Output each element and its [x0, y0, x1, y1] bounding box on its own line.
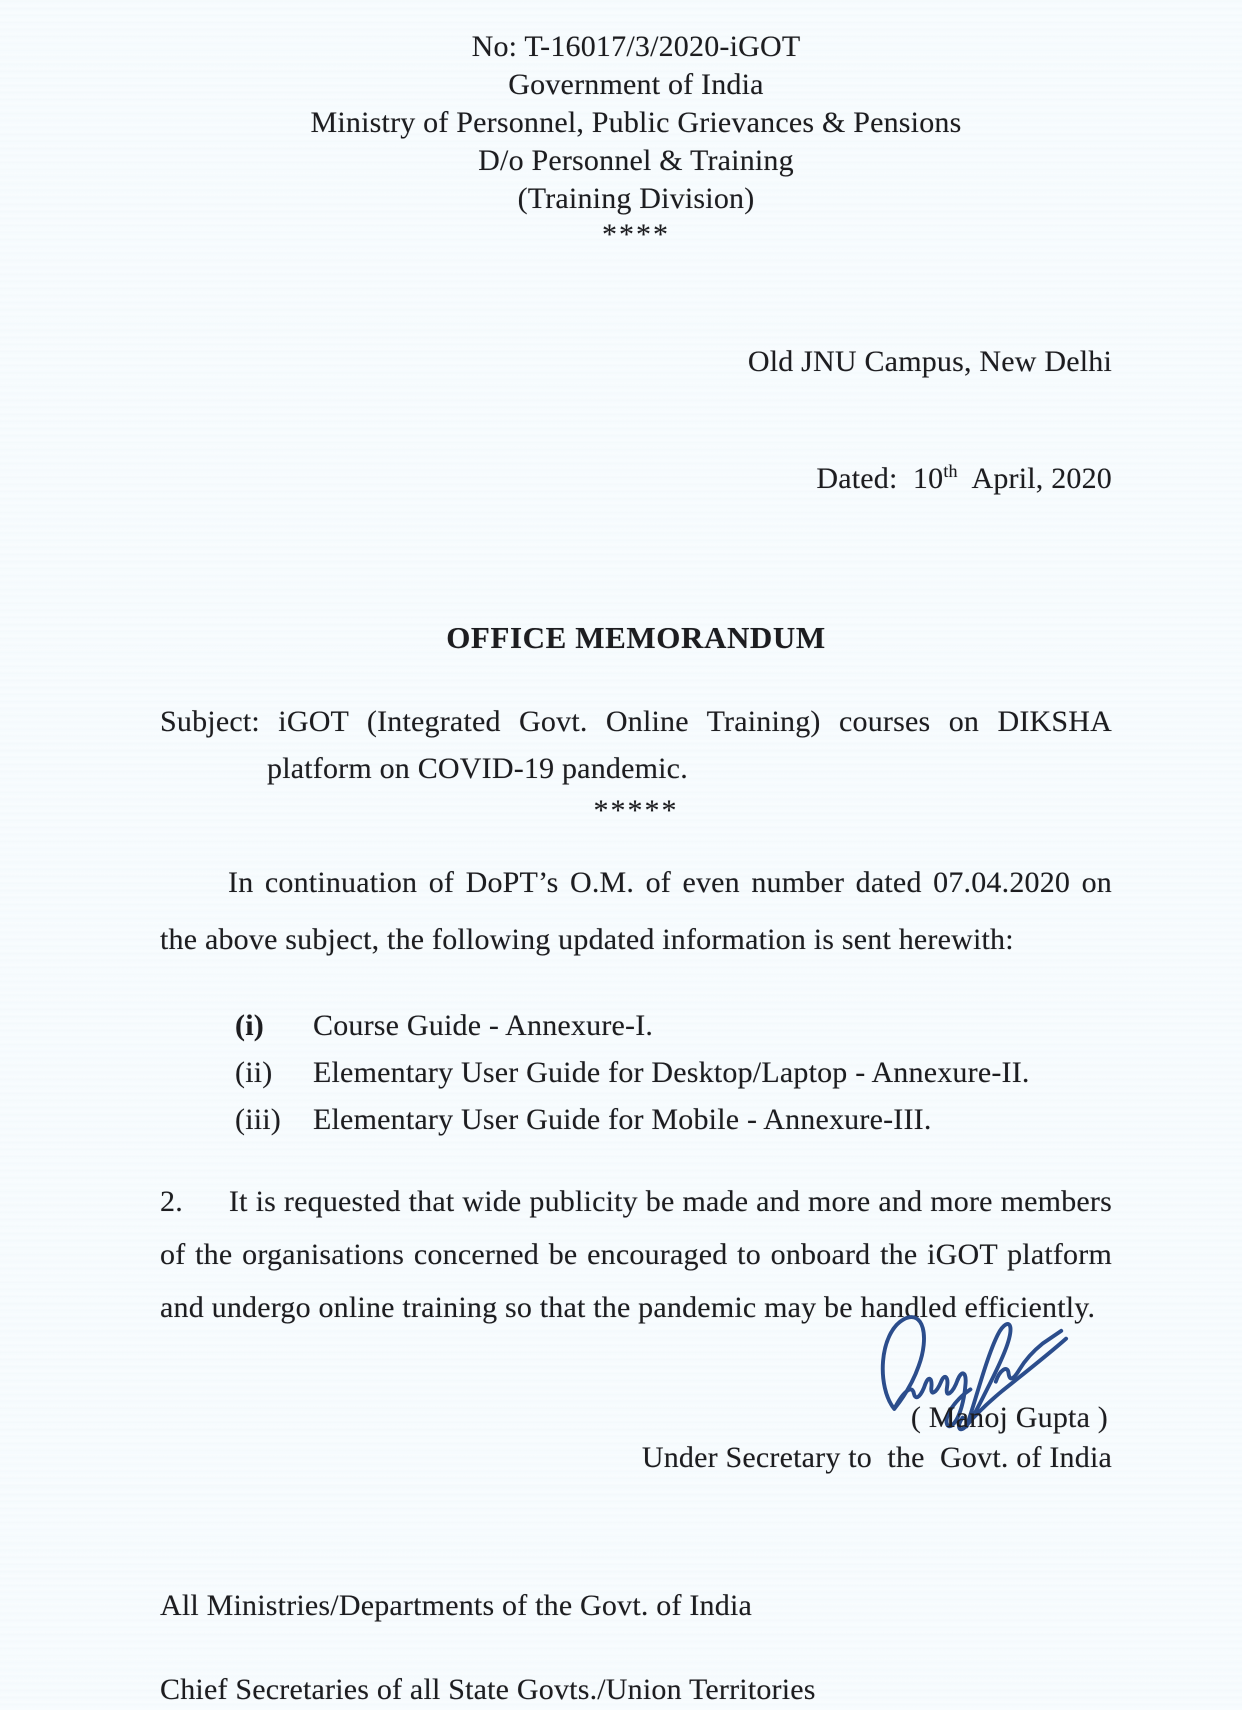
annexure-text-1: Course Guide - Annexure-I.: [313, 1009, 654, 1042]
date-suffix: April, 2020: [957, 462, 1112, 495]
date-ordinal-suffix: th: [943, 461, 958, 481]
annexure-marker-1: (i): [235, 1009, 264, 1042]
annexure-text-2: Elementary User Guide for Desktop/Laptop - Annexure-II.: [313, 1056, 1030, 1089]
reference-number: No: T-16017/3/2020-iGOT: [471, 30, 801, 63]
list-item: [235, 1049, 1112, 1096]
header-separator: ****: [602, 218, 670, 251]
date-prefix: Dated: 10: [816, 462, 944, 495]
ministry-name: Ministry of Personnel, Public Grievances & Pensions: [310, 106, 962, 139]
memo-title: OFFICE MEMORANDUM: [446, 620, 826, 655]
signature-stroke: [883, 1317, 958, 1409]
list-item: [235, 1002, 1112, 1049]
addressee-2: Chief Secretaries of all State Govts./Union Territories: [160, 1673, 816, 1706]
department-name: D/o Personnel & Training: [478, 144, 794, 177]
subject-label: Subject:: [160, 705, 260, 738]
annexure-marker-2: (ii): [235, 1056, 273, 1089]
letterhead: [160, 28, 1112, 252]
subject-block: [160, 698, 1112, 792]
list-item: [235, 1096, 1112, 1143]
signature-block: [160, 1296, 1112, 1478]
division-name: (Training Division): [517, 182, 755, 215]
subject-text-1: iGOT (Integrated Govt. Online Training) courses on DIKSHA: [278, 705, 1113, 738]
signature-stroke: [996, 1331, 1061, 1382]
subject-text-2: platform on COVID-19 pandemic.: [267, 752, 688, 785]
addressee-1: All Ministries/Departments of the Govt. of India: [160, 1589, 752, 1622]
paragraph-2-text: It is requested that wide publicity be made and more and more members of the organisations concerned be encouraged to onboard the iGOT platform and undergo online training so that the pandemic may be handled efficiently.: [160, 1185, 1112, 1324]
subject-line-1: [160, 698, 1112, 745]
annexure-marker-3: (iii): [235, 1103, 281, 1136]
date-line: [160, 459, 1112, 498]
signatory-designation: Under Secretary to the Govt. of India: [641, 1441, 1112, 1474]
annexure-list: [160, 1002, 1112, 1143]
dateline: [160, 264, 1112, 576]
place-line: Old JNU Campus, New Delhi: [747, 345, 1112, 378]
paragraph-2-number: 2.: [160, 1185, 183, 1218]
paragraph-1: In continuation of DoPT’s O.M. of even number dated 07.04.2020 on the above subject, the following updated information is sent herewith:: [160, 866, 1112, 956]
org-name: Government of India: [508, 68, 764, 101]
annexure-text-3: Elementary User Guide for Mobile - Annexure-III.: [313, 1103, 932, 1136]
subject-separator: *****: [593, 794, 679, 827]
signatory-name: ( Manoj Gupta ): [910, 1401, 1108, 1434]
addressee-list: [160, 1586, 1112, 1710]
